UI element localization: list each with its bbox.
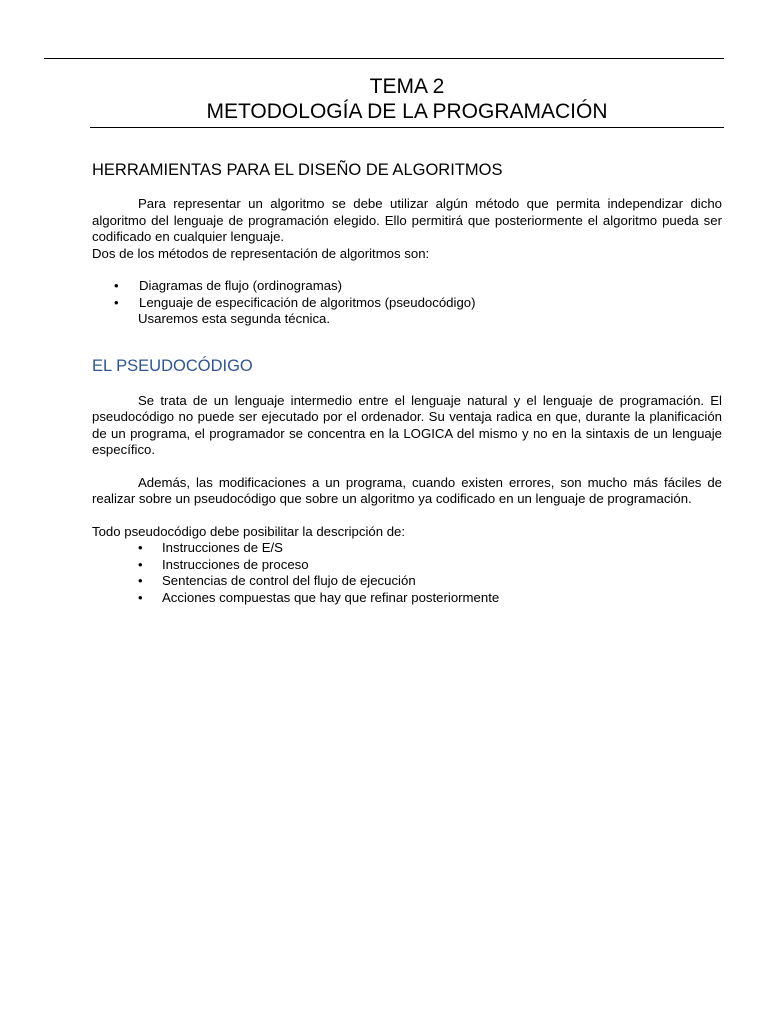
paragraph: Usaremos esta segunda técnica.	[138, 311, 331, 326]
paragraph: Dos de los métodos de representación de algoritmos son:	[92, 245, 430, 261]
title-line-2: METODOLOGÍA DE LA PROGRAMACIÓN	[206, 100, 608, 123]
paragraph: Todo pseudocódigo debe posibilitar la descripción de:	[92, 523, 406, 539]
bullet-icon: •	[138, 556, 143, 572]
list-item-text: Instrucciones de proceso	[162, 556, 309, 572]
top-rule	[44, 58, 724, 59]
list-item-text: Acciones compuestas que hay que refinar posteriormente	[162, 589, 500, 605]
bullet-icon: •	[138, 573, 143, 588]
list-item-text: Diagramas de flujo (ordinogramas)	[139, 278, 343, 293]
paragraph: Para representar un algoritmo se debe utilizar algún método que permita independizar dicho algoritmo del lenguaje de programación elegido. Ello permitirá que posteriormente el algoritmo pueda ser codificado en cualquier lenguaje.	[92, 196, 722, 244]
list-item	[92, 278, 722, 295]
title-line-1: TEMA 2	[369, 75, 445, 98]
list-item-text: Sentencias de control del flujo de ejecución	[162, 573, 416, 588]
paragraph: Se trata de un lenguaje intermedio entre el lenguaje natural y el lenguaje de programación. El pseudocódigo no puede ser ejecutado por el ordenador. Su ventaja radica en que, durante la planificación de un programa, el programador se concentra en la LOGICA del mismo y no en la sintaxis de un lenguaje específico.	[92, 392, 722, 457]
document-title	[90, 74, 724, 124]
section-heading-tools: HERRAMIENTAS PARA EL DISEÑO DE ALGORITMOS	[92, 161, 503, 179]
list-item-text: Lenguaje de especificación de algoritmos (pseudocódigo)	[139, 294, 476, 310]
section-pseudocode	[92, 356, 722, 607]
title-rule	[90, 127, 724, 128]
document-body	[92, 160, 722, 606]
bullet-icon: •	[138, 540, 143, 555]
section-heading-pseudocode: EL PSEUDOCÓDIGO	[92, 356, 253, 375]
list-item	[92, 557, 722, 574]
list-item	[92, 295, 722, 312]
list-item-text: Instrucciones de E/S	[162, 540, 283, 555]
paragraph: Además, las modificaciones a un programa, cuando existen errores, son mucho más fáciles de realizar sobre un pseudocódigo que sobre un algoritmo ya codificado en un lenguaje de programación.	[92, 474, 722, 506]
bullet-icon: •	[114, 294, 119, 310]
bullet-icon: •	[114, 278, 119, 293]
description-list	[92, 540, 722, 606]
section-tools	[92, 160, 722, 328]
bullet-icon: •	[138, 589, 143, 605]
list-item	[92, 573, 722, 590]
methods-list	[92, 278, 722, 311]
list-item	[92, 590, 722, 607]
list-item	[92, 540, 722, 557]
